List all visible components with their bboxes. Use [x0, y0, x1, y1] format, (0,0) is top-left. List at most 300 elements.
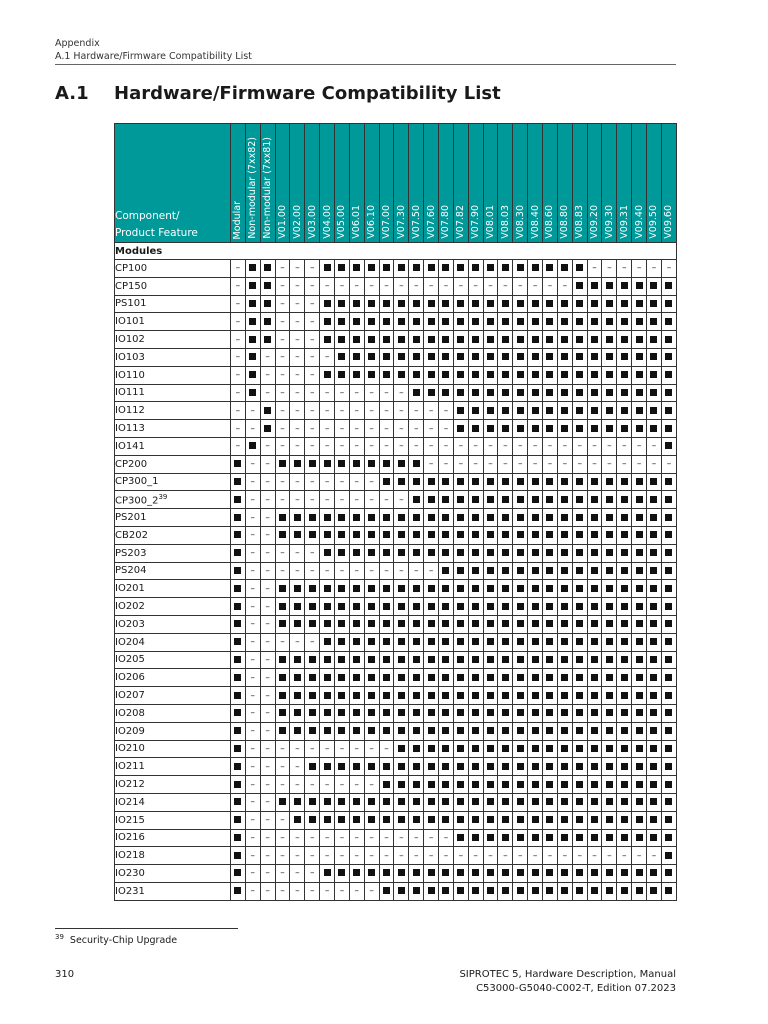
filled-square-icon	[606, 478, 613, 485]
filled-square-icon	[591, 585, 598, 592]
column-header-label: V08.40	[529, 205, 541, 239]
filled-square-icon	[383, 727, 390, 734]
filled-square-icon	[353, 692, 360, 699]
supported-cell	[468, 491, 483, 509]
supported-cell	[661, 615, 676, 633]
supported-cell	[602, 598, 617, 616]
unsupported-cell: –	[320, 348, 335, 366]
supported-cell	[468, 331, 483, 349]
supported-cell	[528, 544, 543, 562]
supported-cell	[632, 562, 647, 580]
supported-cell	[602, 509, 617, 527]
filled-square-icon	[665, 603, 672, 610]
supported-cell	[513, 882, 528, 900]
filled-square-icon	[561, 353, 568, 360]
filled-square-icon	[546, 869, 553, 876]
unsupported-cell: –	[260, 776, 275, 794]
filled-square-icon	[517, 763, 524, 770]
filled-square-icon	[576, 869, 583, 876]
filled-square-icon	[532, 353, 539, 360]
filled-square-icon	[576, 834, 583, 841]
filled-square-icon	[472, 869, 479, 876]
supported-cell	[409, 865, 424, 883]
supported-cell	[617, 669, 632, 687]
supported-cell	[424, 598, 439, 616]
filled-square-icon	[413, 300, 420, 307]
table-row	[115, 704, 677, 722]
unsupported-cell: –	[453, 847, 468, 865]
filled-square-icon	[413, 603, 420, 610]
filled-square-icon	[383, 887, 390, 894]
supported-cell	[617, 366, 632, 384]
filled-square-icon	[650, 531, 657, 538]
supported-cell	[349, 687, 364, 705]
filled-square-icon	[353, 300, 360, 307]
unsupported-cell: –	[231, 260, 246, 278]
unsupported-cell: –	[245, 669, 260, 687]
supported-cell	[661, 491, 676, 509]
supported-cell	[587, 615, 602, 633]
supported-cell	[632, 633, 647, 651]
supported-cell	[320, 509, 335, 527]
unsupported-cell: –	[394, 402, 409, 420]
supported-cell	[661, 758, 676, 776]
supported-cell	[661, 669, 676, 687]
supported-cell	[513, 331, 528, 349]
supported-cell	[513, 669, 528, 687]
filled-square-icon	[338, 638, 345, 645]
supported-cell	[498, 687, 513, 705]
supported-cell	[409, 776, 424, 794]
filled-square-icon	[234, 531, 241, 538]
column-header	[335, 124, 350, 243]
filled-square-icon	[353, 549, 360, 556]
supported-cell	[468, 598, 483, 616]
supported-cell	[572, 384, 587, 402]
component-name-text: IO230	[115, 867, 145, 879]
supported-cell	[557, 384, 572, 402]
filled-square-icon	[517, 638, 524, 645]
supported-cell	[543, 687, 558, 705]
unsupported-cell: –	[424, 402, 439, 420]
unsupported-cell: –	[260, 651, 275, 669]
supported-cell	[379, 366, 394, 384]
column-header	[424, 124, 439, 243]
unsupported-cell: –	[245, 544, 260, 562]
supported-cell	[557, 580, 572, 598]
supported-cell	[379, 331, 394, 349]
filled-square-icon	[665, 514, 672, 521]
filled-square-icon	[383, 585, 390, 592]
supported-cell	[543, 366, 558, 384]
unsupported-cell: –	[468, 847, 483, 865]
unsupported-cell: –	[260, 544, 275, 562]
filled-square-icon	[338, 336, 345, 343]
filled-square-icon	[413, 496, 420, 503]
unsupported-cell: –	[275, 402, 290, 420]
supported-cell	[439, 526, 454, 544]
filled-square-icon	[621, 318, 628, 325]
filled-square-icon	[621, 478, 628, 485]
filled-square-icon	[487, 389, 494, 396]
unsupported-cell: –	[602, 260, 617, 278]
filled-square-icon	[546, 389, 553, 396]
filled-square-icon	[383, 264, 390, 271]
filled-square-icon	[472, 727, 479, 734]
column-header-label: V07.30	[395, 205, 407, 239]
filled-square-icon	[472, 496, 479, 503]
unsupported-cell: –	[409, 829, 424, 847]
filled-square-icon	[487, 656, 494, 663]
supported-cell	[260, 260, 275, 278]
supported-cell	[632, 526, 647, 544]
component-name	[115, 420, 231, 438]
component-name-text: CP150	[115, 280, 148, 292]
unsupported-cell: –	[260, 758, 275, 776]
filled-square-icon	[502, 887, 509, 894]
supported-cell	[557, 402, 572, 420]
supported-cell	[513, 260, 528, 278]
supported-cell	[275, 651, 290, 669]
filled-square-icon	[561, 798, 568, 805]
filled-square-icon	[576, 674, 583, 681]
unsupported-cell: –	[364, 277, 379, 295]
supported-cell	[572, 704, 587, 722]
filled-square-icon	[442, 531, 449, 538]
filled-square-icon	[665, 620, 672, 627]
supported-cell	[424, 491, 439, 509]
table-row	[115, 829, 677, 847]
supported-cell	[528, 331, 543, 349]
unsupported-cell: –	[290, 366, 305, 384]
filled-square-icon	[309, 816, 316, 823]
component-name	[115, 687, 231, 705]
supported-cell	[513, 758, 528, 776]
column-header-label: V04.00	[321, 205, 333, 239]
component-name-text: CP300_1	[115, 476, 159, 488]
filled-square-icon	[294, 460, 301, 467]
supported-cell	[483, 473, 498, 491]
supported-cell	[320, 865, 335, 883]
table-row	[115, 722, 677, 740]
unsupported-cell: –	[364, 437, 379, 455]
supported-cell	[468, 865, 483, 883]
supported-cell	[543, 384, 558, 402]
filled-square-icon	[279, 514, 286, 521]
unsupported-cell: –	[290, 295, 305, 313]
filled-square-icon	[502, 371, 509, 378]
unsupported-cell: –	[305, 740, 320, 758]
supported-cell	[409, 384, 424, 402]
supported-cell	[320, 615, 335, 633]
supported-cell	[379, 455, 394, 473]
filled-square-icon	[665, 478, 672, 485]
supported-cell	[647, 687, 662, 705]
filled-square-icon	[442, 389, 449, 396]
table-row	[115, 615, 677, 633]
supported-cell	[305, 722, 320, 740]
supported-cell	[632, 544, 647, 562]
supported-cell	[647, 776, 662, 794]
supported-cell	[379, 473, 394, 491]
component-name	[115, 615, 231, 633]
supported-cell	[602, 776, 617, 794]
unsupported-cell: –	[557, 437, 572, 455]
filled-square-icon	[353, 264, 360, 271]
supported-cell	[320, 687, 335, 705]
filled-square-icon	[457, 869, 464, 876]
filled-square-icon	[472, 514, 479, 521]
filled-square-icon	[517, 514, 524, 521]
component-name	[115, 473, 231, 491]
filled-square-icon	[665, 638, 672, 645]
supported-cell	[483, 580, 498, 598]
supported-cell	[557, 491, 572, 509]
filled-square-icon	[487, 496, 494, 503]
filled-square-icon	[621, 389, 628, 396]
supported-cell	[661, 651, 676, 669]
filled-square-icon	[517, 478, 524, 485]
supported-cell	[528, 740, 543, 758]
column-header-label: V09.30	[603, 205, 615, 239]
filled-square-icon	[249, 353, 256, 360]
filled-square-icon	[591, 353, 598, 360]
supported-cell	[483, 260, 498, 278]
column-header	[349, 124, 364, 243]
filled-square-icon	[665, 282, 672, 289]
filled-square-icon	[532, 656, 539, 663]
column-header	[394, 124, 409, 243]
filled-square-icon	[546, 781, 553, 788]
unsupported-cell: –	[543, 437, 558, 455]
filled-square-icon	[398, 745, 405, 752]
unsupported-cell: –	[468, 277, 483, 295]
filled-square-icon	[472, 745, 479, 752]
supported-cell	[424, 633, 439, 651]
supported-cell	[305, 811, 320, 829]
filled-square-icon	[442, 603, 449, 610]
table-row	[115, 687, 677, 705]
filled-square-icon	[338, 264, 345, 271]
column-header	[379, 124, 394, 243]
filled-square-icon	[576, 603, 583, 610]
supported-cell	[528, 758, 543, 776]
supported-cell	[439, 704, 454, 722]
supported-cell	[513, 580, 528, 598]
supported-cell	[528, 402, 543, 420]
filled-square-icon	[621, 798, 628, 805]
supported-cell	[453, 384, 468, 402]
filled-square-icon	[487, 709, 494, 716]
filled-square-icon	[279, 674, 286, 681]
unsupported-cell: –	[647, 847, 662, 865]
supported-cell	[661, 331, 676, 349]
filled-square-icon	[338, 869, 345, 876]
filled-square-icon	[576, 353, 583, 360]
filled-square-icon	[398, 300, 405, 307]
supported-cell	[572, 277, 587, 295]
filled-square-icon	[428, 549, 435, 556]
filled-square-icon	[442, 692, 449, 699]
supported-cell	[498, 865, 513, 883]
filled-square-icon	[561, 425, 568, 432]
supported-cell	[543, 509, 558, 527]
filled-square-icon	[442, 585, 449, 592]
filled-square-icon	[636, 300, 643, 307]
supported-cell	[617, 776, 632, 794]
filled-square-icon	[234, 478, 241, 485]
supported-cell	[498, 348, 513, 366]
group-row	[115, 243, 677, 260]
filled-square-icon	[502, 407, 509, 414]
supported-cell	[439, 651, 454, 669]
supported-cell	[632, 758, 647, 776]
supported-cell	[632, 420, 647, 438]
supported-cell	[409, 295, 424, 313]
filled-square-icon	[413, 745, 420, 752]
supported-cell	[543, 651, 558, 669]
column-header	[647, 124, 662, 243]
filled-square-icon	[665, 300, 672, 307]
filled-square-icon	[576, 816, 583, 823]
filled-square-icon	[249, 300, 256, 307]
supported-cell	[439, 811, 454, 829]
supported-cell	[617, 491, 632, 509]
unsupported-cell: –	[275, 437, 290, 455]
unsupported-cell: –	[617, 455, 632, 473]
component-name	[115, 580, 231, 598]
filled-square-icon	[234, 709, 241, 716]
supported-cell	[394, 526, 409, 544]
supported-cell	[632, 669, 647, 687]
filled-square-icon	[532, 816, 539, 823]
supported-cell	[379, 580, 394, 598]
filled-square-icon	[636, 638, 643, 645]
component-name	[115, 509, 231, 527]
unsupported-cell: –	[632, 847, 647, 865]
unsupported-cell: –	[543, 455, 558, 473]
filled-square-icon	[487, 620, 494, 627]
supported-cell	[349, 260, 364, 278]
filled-square-icon	[487, 585, 494, 592]
supported-cell	[661, 580, 676, 598]
supported-cell	[424, 865, 439, 883]
unsupported-cell: –	[305, 331, 320, 349]
filled-square-icon	[621, 834, 628, 841]
unsupported-cell: –	[349, 402, 364, 420]
supported-cell	[647, 633, 662, 651]
filled-square-icon	[502, 834, 509, 841]
component-name	[115, 829, 231, 847]
supported-cell	[632, 882, 647, 900]
unsupported-cell: –	[290, 758, 305, 776]
supported-cell	[453, 811, 468, 829]
supported-cell	[453, 544, 468, 562]
supported-cell	[349, 669, 364, 687]
filled-square-icon	[650, 514, 657, 521]
filled-square-icon	[368, 816, 375, 823]
filled-square-icon	[576, 692, 583, 699]
supported-cell	[557, 313, 572, 331]
filled-square-icon	[324, 816, 331, 823]
component-name-text: IO112	[115, 405, 145, 417]
supported-cell	[335, 865, 350, 883]
supported-cell	[379, 544, 394, 562]
unsupported-cell: –	[557, 277, 572, 295]
filled-square-icon	[665, 798, 672, 805]
table-row	[115, 402, 677, 420]
filled-square-icon	[591, 496, 598, 503]
filled-square-icon	[353, 869, 360, 876]
column-header	[364, 124, 379, 243]
supported-cell	[543, 295, 558, 313]
supported-cell	[587, 829, 602, 847]
filled-square-icon	[517, 567, 524, 574]
supported-cell	[231, 811, 246, 829]
supported-cell	[424, 580, 439, 598]
unsupported-cell: –	[364, 473, 379, 491]
filled-square-icon	[517, 496, 524, 503]
unsupported-cell: –	[453, 277, 468, 295]
unsupported-cell: –	[349, 740, 364, 758]
supported-cell	[231, 882, 246, 900]
filled-square-icon	[324, 620, 331, 627]
unsupported-cell: –	[349, 491, 364, 509]
supported-cell	[498, 740, 513, 758]
column-header-label: V07.90	[470, 205, 482, 239]
filled-square-icon	[457, 407, 464, 414]
column-header	[617, 124, 632, 243]
supported-cell	[647, 562, 662, 580]
filled-square-icon	[621, 709, 628, 716]
supported-cell	[409, 615, 424, 633]
filled-square-icon	[636, 781, 643, 788]
filled-square-icon	[561, 496, 568, 503]
supported-cell	[379, 598, 394, 616]
supported-cell	[424, 722, 439, 740]
unsupported-cell: –	[260, 598, 275, 616]
filled-square-icon	[636, 389, 643, 396]
supported-cell	[647, 882, 662, 900]
filled-square-icon	[264, 407, 271, 414]
supported-cell	[557, 473, 572, 491]
supported-cell	[305, 598, 320, 616]
filled-square-icon	[234, 692, 241, 699]
filled-square-icon	[591, 567, 598, 574]
unsupported-cell: –	[320, 491, 335, 509]
supported-cell	[602, 313, 617, 331]
unsupported-cell: –	[617, 260, 632, 278]
filled-square-icon	[368, 549, 375, 556]
filled-square-icon	[279, 603, 286, 610]
supported-cell	[498, 722, 513, 740]
filled-square-icon	[413, 674, 420, 681]
filled-square-icon	[234, 834, 241, 841]
filled-square-icon	[338, 371, 345, 378]
unsupported-cell: –	[260, 687, 275, 705]
filled-square-icon	[338, 549, 345, 556]
supported-cell	[617, 544, 632, 562]
supported-cell	[483, 740, 498, 758]
supported-cell	[394, 509, 409, 527]
table-row	[115, 491, 677, 509]
supported-cell	[231, 687, 246, 705]
filled-square-icon	[487, 692, 494, 699]
supported-cell	[364, 331, 379, 349]
supported-cell	[557, 722, 572, 740]
filled-square-icon	[428, 727, 435, 734]
supported-cell	[409, 598, 424, 616]
